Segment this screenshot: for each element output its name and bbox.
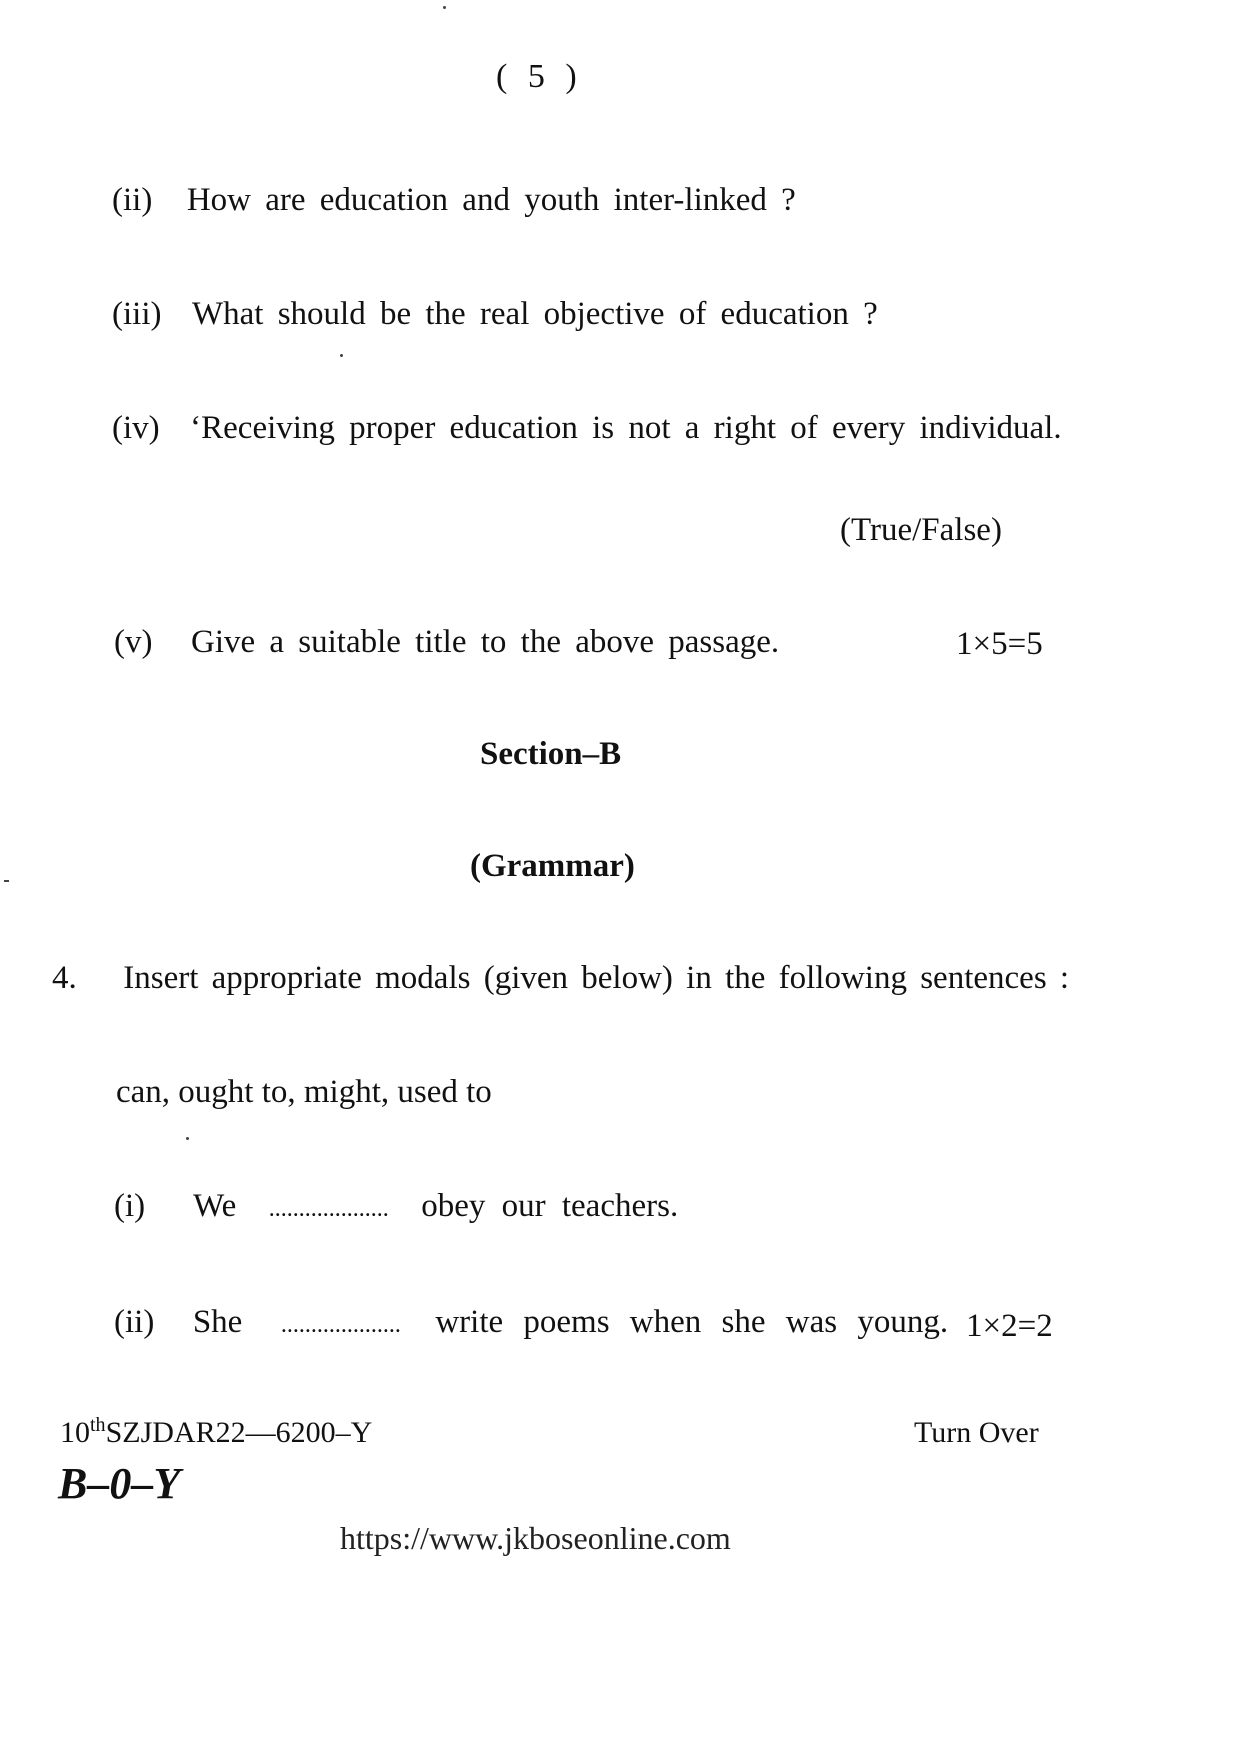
- item-text: write poems when she was young.: [435, 1304, 949, 1340]
- item-number: (v): [114, 624, 153, 660]
- true-false-label: (True/False): [840, 512, 1002, 548]
- fill-blank: ....................: [268, 1196, 389, 1222]
- question-text: Insert appropriate modals (given below) in the following sentences :: [123, 960, 1070, 996]
- item-subject: She: [192, 1304, 243, 1340]
- question-item-iv: [112, 410, 1062, 447]
- item-number: (ii): [112, 182, 153, 218]
- paper-code: [60, 1416, 372, 1450]
- marks-q4: 1×2=2: [966, 1308, 1053, 1344]
- item-number: (ii): [114, 1304, 155, 1340]
- paper-code-rest: SZJDAR22—6200–Y: [105, 1416, 373, 1449]
- item-text: ‘Receiving proper education is not a right of every individual.: [190, 410, 1062, 446]
- item-text: How are education and youth inter-linked ?: [186, 182, 796, 218]
- scan-speck: [186, 1137, 189, 1140]
- item-text: obey our teachers.: [421, 1188, 679, 1224]
- item-number: (iv): [112, 410, 160, 446]
- paper-code-sup: th: [90, 1414, 106, 1436]
- source-url[interactable]: https://www.jkboseonline.com: [340, 1520, 731, 1556]
- item-text: Give a suitable title to the above passage.: [190, 624, 780, 660]
- paper-code-prefix: 10: [60, 1416, 90, 1449]
- section-title: Section–B: [480, 736, 622, 772]
- q4-item-ii: [114, 1304, 948, 1341]
- scan-speck: [443, 6, 446, 9]
- page-number: ( 5 ): [496, 58, 583, 95]
- q4-item-i: [114, 1188, 678, 1225]
- fill-blank: ....................: [280, 1312, 401, 1338]
- handwritten-code: B–0–Y: [58, 1459, 181, 1508]
- scan-speck: [340, 354, 343, 357]
- marks-q3: 1×5=5: [956, 626, 1043, 662]
- turn-over-label: Turn Over: [914, 1416, 1039, 1449]
- modal-options: can, ought to, might, used to: [116, 1074, 492, 1110]
- item-number: (iii): [112, 296, 162, 332]
- item-subject: We: [193, 1188, 237, 1224]
- section-subtitle: (Grammar): [470, 848, 635, 884]
- item-text: What should be the real objective of education ?: [191, 296, 878, 332]
- question-item-v: [114, 624, 779, 661]
- item-number: (i): [114, 1188, 146, 1224]
- question-number: 4.: [52, 960, 77, 996]
- question-item-iii: [112, 296, 878, 333]
- scan-speck: [4, 880, 9, 882]
- question-item-ii: [112, 182, 796, 219]
- question-4: [52, 960, 1069, 997]
